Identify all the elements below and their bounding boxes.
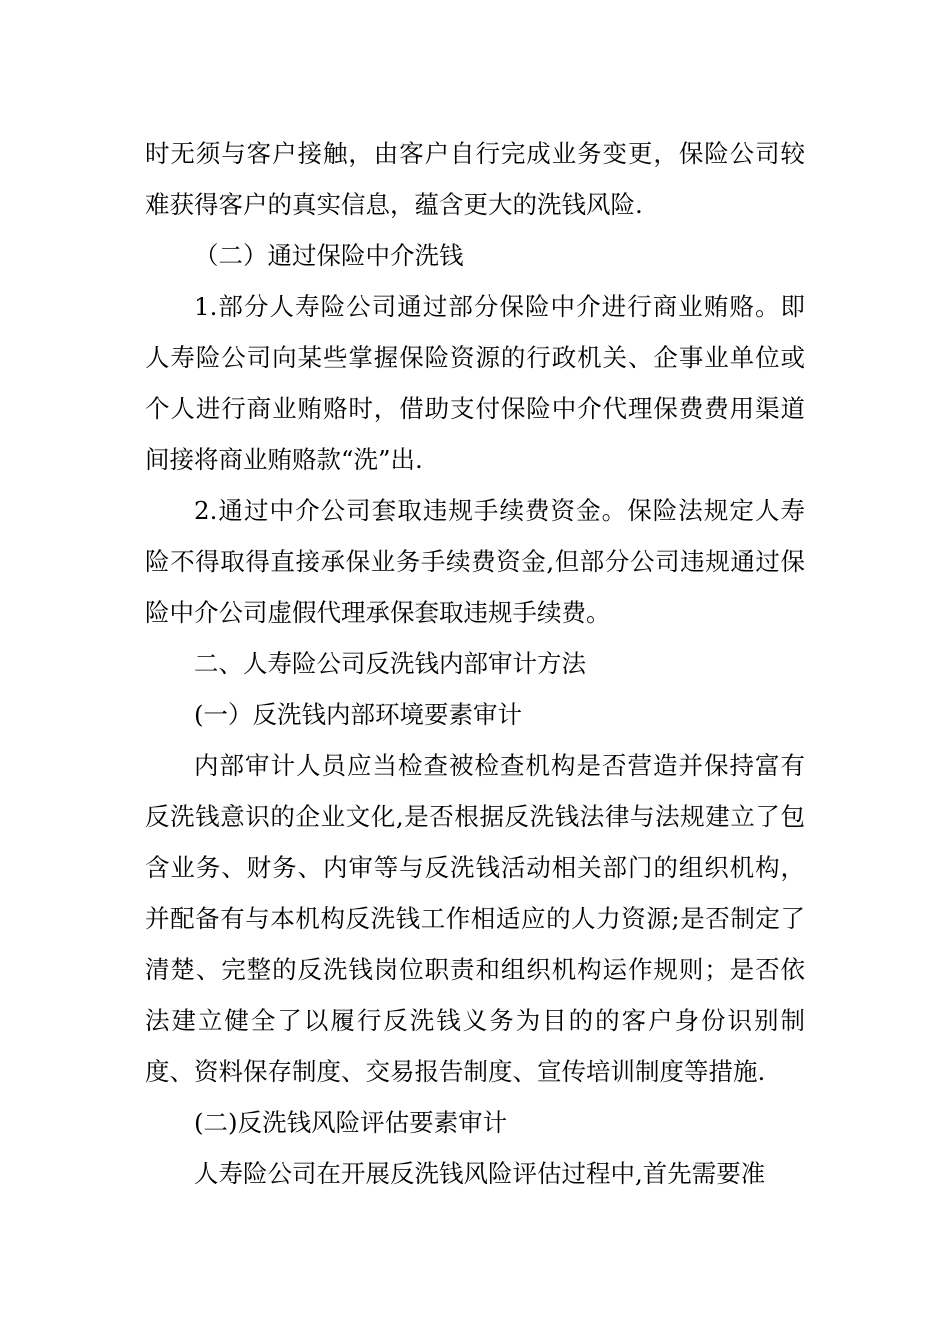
- subsection-heading-1: (一）反洗钱内部环境要素审计: [194, 700, 523, 729]
- subsection-heading-2: (二)反洗钱风险评估要素审计: [194, 1108, 508, 1137]
- paragraph-continuation: 时无须与客户接触，由客户自行完成业务变更，保险公司较难获得客户的真实信息，蕴含更大的洗钱风险.: [145, 139, 805, 219]
- paragraph-item-1: 1.部分人寿险公司通过部分保险中介进行商业贿赂。即人寿险公司向某些掌握保险资源的行政机关、企事业单位或个人进行商业贿赂时，借助支付保险中介代理保费费用渠道间接将商业贿赂款“洗”出.: [145, 292, 805, 474]
- chapter-heading-2: 二、人寿险公司反洗钱内部审计方法: [194, 649, 586, 678]
- section-heading-2: （二）通过保险中介洗钱: [194, 241, 464, 270]
- paragraph-risk-assessment: 人寿险公司在开展反洗钱风险评估过程中,首先需要准: [194, 1159, 766, 1188]
- paragraph-internal-environment: 内部审计人员应当检查被检查机构是否营造并保持富有反洗钱意识的企业文化,是否根据反洗钱法律与法规建立了包含业务、财务、内审等与反洗钱活动相关部门的组织机构，并配备有与本机构反洗钱工作相适应的人力资源;是否制定了清楚、完整的反洗钱岗位职责和组织机构运作规则；是否依法建立健全了以履行反洗钱义务为目的的客户身份识别制度、资料保存制度、交易报告制度、宣传培训制度等措施.: [145, 751, 805, 1086]
- document-body: [145, 128, 805, 1199]
- paragraph-item-2: 2.通过中介公司套取违规手续费资金。保险法规定人寿险不得取得直接承保业务手续费资金,但部分公司违规通过保险中介公司虚假代理承保套取违规手续费。: [145, 496, 805, 627]
